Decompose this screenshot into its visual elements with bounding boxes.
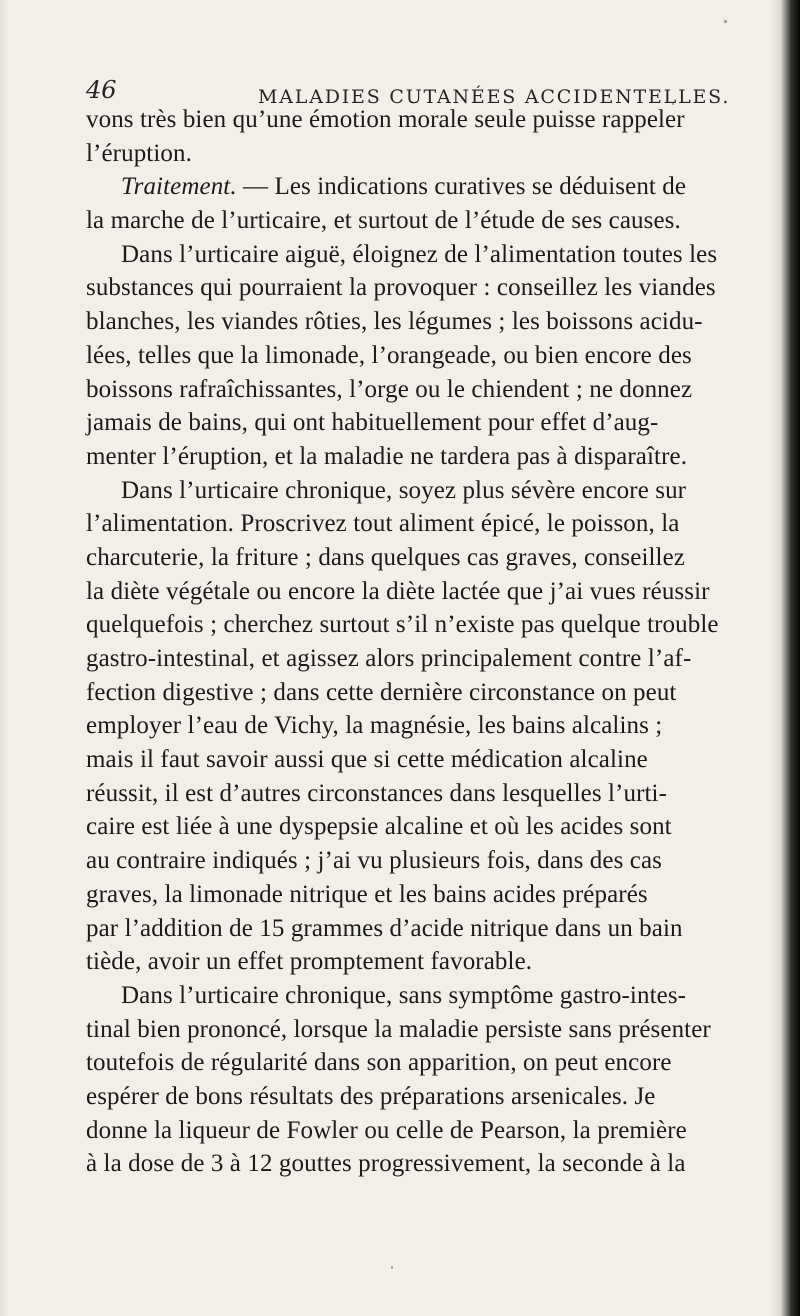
print-speck [391, 1266, 393, 1269]
text-line: à la dose de 3 à 12 gouttes progressivement, la seconde à la [86, 1150, 686, 1178]
text-line: la marche de l’urticaire, et surtout de l’étude de ses causes. [86, 207, 681, 235]
text-line: la diète végétale ou encore la diète lactée que j’ai vues réussir [86, 577, 710, 605]
print-speck [724, 20, 727, 23]
text-line: graves, la limonade nitrique et les bains acides préparés [86, 880, 648, 908]
text-line: tiède, avoir un effet promptement favorable. [86, 948, 533, 976]
page-left-edge [0, 0, 8, 1316]
text-line: donne la liqueur de Fowler ou celle de Pearson, la première [86, 1116, 687, 1144]
text-line: menter l’éruption, et la maladie ne tardera pas à disparaître. [86, 442, 688, 470]
treatment-line [86, 170, 732, 204]
print-speck [672, 103, 674, 105]
text-line: vons très bien qu’une émotion morale seule puisse rappeler [86, 106, 685, 133]
text-line: l’éruption. [86, 139, 192, 167]
text-line: réussit, il est d’autres circonstances dans lesquelles l’urti- [86, 779, 668, 807]
section-heading-continuation: — Les indications curatives se déduisent de [236, 173, 687, 201]
text-line: quelquefois ; cherchez surtout s’il n’existe pas quelque trouble [86, 611, 719, 639]
text-line: toutefois de régularité dans son apparition, on peut encore [86, 1049, 672, 1077]
text-line: caire est liée à une dyspepsie alcaline et où les acides sont [86, 813, 672, 841]
text-line: blanches, les viandes rôties, les légumes ; les boissons acidu- [86, 308, 703, 336]
text-line: au contraire indiqués ; j’ai vu plusieurs fois, dans des cas [86, 847, 662, 875]
text-line: mais il faut savoir aussi que si cette médication alcaline [86, 746, 648, 774]
paragraph-start-line: Dans l’urticaire chronique, soyez plus sévère encore sur [121, 476, 687, 504]
running-title: MALADIES CUTANÉES ACCIDENTELLES. [258, 86, 731, 108]
text-line: charcuterie, la friture ; dans quelques cas graves, conseillez [86, 543, 685, 571]
text-line: espérer de bons résultats des préparations arsenicales. Je [86, 1082, 656, 1110]
body-text [86, 103, 732, 1181]
text-line: l’alimentation. Proscrivez tout aliment épicé, le poisson, la [86, 510, 680, 538]
text-line: tinal bien prononcé, lorsque la maladie persiste sans présenter [86, 1015, 711, 1043]
text-line: employer l’eau de Vichy, la magnésie, les bains alcalins ; [86, 712, 663, 740]
page-number: 46 [86, 76, 117, 104]
text-line: par l’addition de 15 grammes d’acide nitrique dans un bain [86, 914, 683, 942]
text-line: gastro-intestinal, et agissez alors principalement contre l’af- [86, 645, 692, 672]
text-line: jamais de bains, qui ont habituellement pour effet d’aug- [86, 409, 659, 437]
text-line: boissons rafraîchissantes, l’orge ou le chiendent ; ne donnez [86, 375, 693, 403]
text-line: fection digestive ; dans cette dernière circonstance on peut [86, 678, 677, 706]
binding-shadow [770, 0, 800, 1316]
section-heading: Traitement. [121, 173, 237, 201]
paragraph-start-line: Dans l’urticaire aiguë, éloignez de l’alimentation toutes les [121, 240, 718, 268]
paragraph-start-line: Dans l’urticaire chronique, sans symptôme gastro-intes- [121, 981, 687, 1009]
text-line: substances qui pourraient la provoquer : conseillez les viandes [86, 274, 716, 302]
text-line: lées, telles que la limonade, l’orangeade, ou bien encore des [86, 341, 692, 369]
